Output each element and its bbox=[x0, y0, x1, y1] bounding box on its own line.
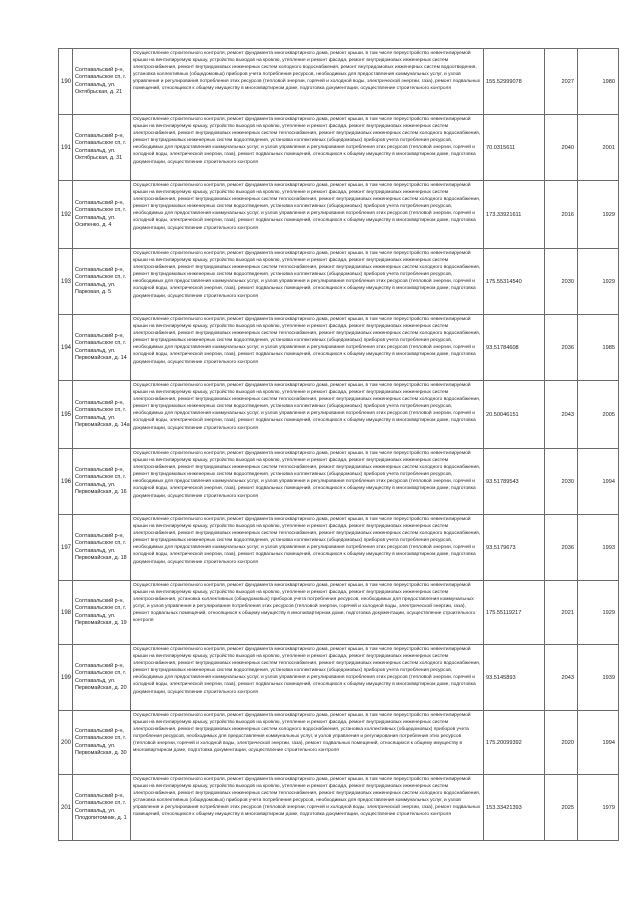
row-number: 200 bbox=[59, 711, 73, 775]
work-description: Осуществление строительного контроля, ремонт фундамента многоквартирного дома, ремонт крыши, в том числе переустройство невентилируемой крыши на вентилируемую крышу, устройство выходов на кровлю, утепление и ремонт фасада, ремонт внутридомовых инженерных систем электроснабжения, ремонт внутридомовых инженерных систем теплоснабжения, ремонт внутридомовых инженерных систем холодного водоснабжения, ремонт внутридомовых инженерных систем водоотведения, установка коллективных (общедомовых) приборов учета потребления ресурсов, необходимых для предоставления коммунальных услуг, и узлов управления и регулирования потребления этих ресурсов (тепловой энергии, горячей и холодной воды, электрической энергии, газа), ремонт подвальных помещений, относящихся к общему имуществу в многоквартирном доме, подготовка документации, осуществление строительного контроля bbox=[131, 515, 484, 581]
address-line: Солтавальд, ул. bbox=[75, 214, 116, 221]
address-line: Первомайская, д. 19 bbox=[75, 619, 127, 626]
work-description: Осуществление строительного контроля, ремонт фундамента многоквартирного дома, ремонт крыши, в том числе переустройство невентилируемой крыши на вентилируемую крышу, устройство выходов на кровлю, утепление и ремонт фасада, ремонт внутридомовых инженерных систем электроснабжения, ремонт внутридомовых инженерных систем теплоснабжения, ремонт внутридомовых инженерных систем холодного водоснабжения, ремонт внутридомовых инженерных систем водоотведения, установка коллективных (общедомовых) приборов учета потребления ресурсов, необходимых для предоставления коммунальных услуг, и узлов управления и регулирования потребления этих ресурсов (тепловой энергии, горячей и холодной воды, электрической энергии, газа), ремонт подвальных помещений, относящихся к общему имуществу в многоквартирном доме, подготовка документации, осуществление строительного контроля bbox=[131, 249, 484, 315]
work-description: Осуществление строительного контроля, ремонт фундамента многоквартирного дома, ремонт крыши, в том числе переустройство невентилируемой крыши на вентилируемую крышу, устройство выходов на кровлю, утепление и ремонт фасада, ремонт внутридомовых инженерных систем электроснабжения, ремонт внутридомовых инженерных систем теплоснабжения, ремонт внутридомовых инженерных систем холодного водоснабжения, ремонт внутридомовых инженерных систем водоотведения, установка коллективных (общедомовых) приборов учета потребления ресурсов, необходимых для предоставления коммунальных услуг, и узлов управления и регулирования потребления этих ресурсов (тепловой энергии, горячей и холодной воды, электрической энергии, газа), ремонт подвальных помещений, относящихся к общему имуществу в многоквартирном доме, подготовка документации, осуществление строительного контроля bbox=[131, 449, 484, 515]
address-line: Солтавальд, ул. bbox=[75, 281, 116, 288]
cost-value: 175.55119217 bbox=[484, 581, 545, 645]
address-line: Октябрьская, д. 21 bbox=[75, 88, 123, 95]
cost-value: 175.20099392 bbox=[484, 711, 545, 775]
address-line: Первомайская, д. 14 bbox=[75, 354, 127, 361]
address-line: Солтавальский р-н, bbox=[75, 132, 124, 139]
row-number: 194 bbox=[59, 315, 73, 381]
address-line: Осипенко, д. 4 bbox=[75, 221, 112, 228]
address-line: Солтавальд, ул. bbox=[75, 547, 116, 554]
row-number: 198 bbox=[59, 581, 73, 645]
cost-value: 155.52999078 bbox=[484, 49, 545, 115]
address-line: Солтавальд, ул. bbox=[75, 414, 116, 421]
build-year: 1929 bbox=[578, 181, 619, 249]
address-line: Солтавальское сп, г. bbox=[75, 735, 127, 742]
address-cell bbox=[73, 581, 131, 645]
address-line: Солтавальский р-н, bbox=[75, 792, 124, 799]
row-number: 199 bbox=[59, 645, 73, 711]
address-cell bbox=[73, 181, 131, 249]
planned-year: 2043 bbox=[545, 645, 578, 711]
row-number: 193 bbox=[59, 249, 73, 315]
build-year: 1985 bbox=[578, 315, 619, 381]
build-year: 1939 bbox=[578, 645, 619, 711]
cost-value: 175.55314540 bbox=[484, 249, 545, 315]
work-description: Осуществление строительного контроля, ремонт фундамента многоквартирного дома, ремонт крыши, в том числе переустройство невентилируемой крыши на вентилируемую крышу, устройство выходов на кровлю, утепление и ремонт фасада, ремонт внутридомовых инженерных систем электроснабжения, ремонт внутридомовых инженерных систем теплоснабжения, ремонт внутридомовых инженерных систем холодного водоснабжения, ремонт внутридомовых инженерных систем водоотведения, установка коллективных (общедомовых) приборов учета потребления ресурсов, необходимых для предоставления коммунальных услуг, и узлов управления и регулирования потребления этих ресурсов (тепловой энергии, горячей и холодной воды, электрической энергии, газа), ремонт подвальных помещений, относящихся к общему имуществу в многоквартирном доме, подготовка документации, осуществление строительного контроля bbox=[131, 181, 484, 249]
build-year: 1929 bbox=[578, 249, 619, 315]
build-year: 1929 bbox=[578, 581, 619, 645]
address-cell bbox=[73, 711, 131, 775]
address-line: Солтавальский р-н, bbox=[75, 597, 124, 604]
address-cell bbox=[73, 515, 131, 581]
planned-year: 2030 bbox=[545, 249, 578, 315]
address-line: Солтавальское сп, г. bbox=[75, 605, 127, 612]
address-line: Солтавальское сп, г. bbox=[75, 407, 127, 414]
address-line: Солтавальское сп, г. bbox=[75, 74, 127, 81]
table-row bbox=[59, 449, 619, 515]
address-cell bbox=[73, 315, 131, 381]
table-row bbox=[59, 381, 619, 449]
address-line: Парковая, д. 5 bbox=[75, 288, 112, 295]
work-description: Осуществление строительного контроля, ремонт фундамента многоквартирного дома, ремонт крыши, в том числе переустройство невентилируемой крыши на вентилируемую крышу, устройство выходов на кровлю, утепление и ремонт фасада, ремонт внутридомовых инженерных систем электроснабжения, ремонт внутридомовых инженерных систем теплоснабжения, ремонт внутридомовых инженерных систем холодного водоснабжения, ремонт внутридомовых инженерных систем водоотведения, установка коллективных (общедомовых) приборов учета потребления ресурсов, необходимых для предоставления коммунальных услуг, и узлов управления и регулирования потребления этих ресурсов (тепловой энергии, горячей и холодной воды, электрической энергии, газа), ремонт подвальных помещений, относящихся к общему имуществу в многоквартирном доме, подготовка документации, осуществление строительного контроля bbox=[131, 315, 484, 381]
table-row bbox=[59, 249, 619, 315]
address-cell bbox=[73, 49, 131, 115]
address-line: Солтавальд, ул. bbox=[75, 347, 116, 354]
table-row bbox=[59, 49, 619, 115]
table-row bbox=[59, 515, 619, 581]
address-line: Первомайская, д. 30 bbox=[75, 749, 127, 756]
work-description: Осуществление строительного контроля, ремонт фундамента многоквартирного дома, ремонт крыши, в том числе переустройство невентилируемой крыши на вентилируемую крышу, устройство выходов на кровлю, утепление и ремонт фасада, ремонт внутридомовых инженерных систем электроснабжения, ремонт внутридомовых инженерных систем холодного водоснабжения, установка коллективных (общедомовых) приборов учета потребления ресурсов, необходимых для предоставления коммунальных услуг, и узлов управления и регулирования потребления этих ресурсов (тепловой энергии, горячей и холодной воды, электрической энергии, газа), ремонт подвальных помещений, относящихся к общему имуществу в многоквартирном доме, подготовка документации, осуществление строительного контроля bbox=[131, 711, 484, 775]
address-cell bbox=[73, 645, 131, 711]
address-line: Первомайская, д. 16 bbox=[75, 488, 127, 495]
address-line: Первомайская, д. 14а bbox=[75, 421, 130, 428]
address-line: Солтавальское сп, г. bbox=[75, 340, 127, 347]
address-cell bbox=[73, 249, 131, 315]
address-line: Солтавальское сп, г. bbox=[75, 670, 127, 677]
address-line: Солтавальд, ул. bbox=[75, 147, 116, 154]
cost-value: 153.33421393 bbox=[484, 775, 545, 841]
address-line: Солтавальский р-н, bbox=[75, 532, 124, 539]
table-row bbox=[59, 581, 619, 645]
planned-year: 2030 bbox=[545, 449, 578, 515]
table-body bbox=[59, 49, 619, 841]
address-line: Солтавальский р-н, bbox=[75, 727, 124, 734]
table-row bbox=[59, 711, 619, 775]
table-row bbox=[59, 115, 619, 181]
work-description: Осуществление строительного контроля, ремонт фундамента многоквартирного дома, ремонт крыши, в том числе переустройство невентилируемой крыши на вентилируемую крышу, устройство выходов на кровлю, утепление и ремонт фасада, ремонт внутридомовых инженерных систем электроснабжения, ремонт внутридомовых инженерных систем теплоснабжения, ремонт внутридомовых инженерных систем холодного водоснабжения, ремонт внутридомовых инженерных систем водоотведения, установка коллективных (общедомовых) приборов учета потребления ресурсов, необходимых для предоставления коммунальных услуг, и узлов управления и регулирования потребления этих ресурсов (тепловой энергии, горячей и холодной воды, электрической энергии, газа), ремонт подвальных помещений, относящихся к общему имуществу в многоквартирном доме, подготовка документации, осуществление строительного контроля bbox=[131, 645, 484, 711]
planned-year: 2016 bbox=[545, 181, 578, 249]
row-number: 196 bbox=[59, 449, 73, 515]
address-line: Солтавальд, ул. bbox=[75, 81, 116, 88]
cost-value: 93.5179673 bbox=[484, 515, 545, 581]
address-line: Солтавальский р-н, bbox=[75, 266, 124, 273]
build-year: 1993 bbox=[578, 515, 619, 581]
address-line: Солтавальское сп, г. bbox=[75, 800, 127, 807]
row-number: 192 bbox=[59, 181, 73, 249]
address-line: Солтавальский р-н, bbox=[75, 66, 124, 73]
row-number: 197 bbox=[59, 515, 73, 581]
address-line: Солтавальд, ул. bbox=[75, 677, 116, 684]
build-year: 1980 bbox=[578, 49, 619, 115]
address-cell bbox=[73, 381, 131, 449]
work-description: Осуществление строительного контроля, ремонт фундамента многоквартирного дома, ремонт крыши, в том числе переустройство невентилируемой крыши на вентилируемую крышу, устройство выходов на кровлю, утепление и ремонт фасада, ремонт внутридомовых инженерных систем электроснабжения, установка коллективных (общедомовых) приборов учета потребления ресурсов, необходимых для предоставления коммунальных услуг, и узлов управления и регулирования потребления этих ресурсов (тепловой энергии, горячей и холодной воды, электрической энергии, газа), ремонт подвальных помещений, относящихся к общему имуществу в многоквартирном доме, подготовка документации, осуществление строительного контроля bbox=[131, 581, 484, 645]
cost-value: 93.5145893 bbox=[484, 645, 545, 711]
row-number: 201 bbox=[59, 775, 73, 841]
address-line: Солтавальд, ул. bbox=[75, 481, 116, 488]
planned-year: 2025 bbox=[545, 775, 578, 841]
build-year: 1979 bbox=[578, 775, 619, 841]
cost-value: 93.51784608 bbox=[484, 315, 545, 381]
cost-value: 173.33921611 bbox=[484, 181, 545, 249]
address-line: Первомайская, д. 20 bbox=[75, 684, 127, 691]
address-line: Солтавальский р-н, bbox=[75, 332, 124, 339]
cost-value: 20.50046151 bbox=[484, 381, 545, 449]
address-line: Первомайская, д. 18 bbox=[75, 554, 127, 561]
row-number: 190 bbox=[59, 49, 73, 115]
work-description: Осуществление строительного контроля, ремонт фундамента многоквартирного дома, ремонт крыши, в том числе переустройство невентилируемой крыши на вентилируемую крышу, устройство выходов на кровлю, утепление и ремонт фасада, ремонт внутридомовых инженерных систем электроснабжения, ремонт внутридомовых инженерных систем теплоснабжения, ремонт внутридомовых инженерных систем холодного водоснабжения, ремонт внутридомовых инженерных систем водоотведения, установка коллективных (общедомовых) приборов учета потребления ресурсов, необходимых для предоставления коммунальных услуг, и узлов управления и регулирования потребления этих ресурсов (тепловой энергии, горячей и холодной воды, электрической энергии, газа), ремонт подвальных помещений, относящихся к общему имуществу в многоквартирном доме, подготовка документации, осуществление строительного контроля bbox=[131, 381, 484, 449]
planned-year: 2027 bbox=[545, 49, 578, 115]
cost-value: 93.51789543 bbox=[484, 449, 545, 515]
work-description: Осуществление строительного контроля, ремонт фундамента многоквартирного дома, ремонт крыши, в том числе переустройство невентилируемой крыши на вентилируемую крышу, устройство выходов на кровлю, утепление и ремонт фасада, ремонт внутридомовых инженерных систем электроснабжения, ремонт внутридомовых инженерных систем теплоснабжения, ремонт внутридомовых инженерных систем холодного водоснабжения, установка коллективных (общедомовых) приборов учета потребления ресурсов, необходимых для предоставления коммунальных услуг, и узлов управления и регулирования потребления этих ресурсов (тепловой энергии, горячей и холодной воды, электрической энергии, газа), ремонт подвальных помещений, относящихся к общему имуществу в многоквартирном доме, подготовка документации, осуществление строительного контроля bbox=[131, 775, 484, 841]
build-year: 1994 bbox=[578, 449, 619, 515]
address-line: Солтавальское сп, г. bbox=[75, 540, 127, 547]
address-cell bbox=[73, 775, 131, 841]
row-number: 195 bbox=[59, 381, 73, 449]
build-year: 2005 bbox=[578, 381, 619, 449]
table-row bbox=[59, 315, 619, 381]
address-line: Солтавальское сп, г. bbox=[75, 474, 127, 481]
planned-year: 2036 bbox=[545, 315, 578, 381]
address-line: Солтавальд, ул. bbox=[75, 742, 116, 749]
build-year: 1994 bbox=[578, 711, 619, 775]
work-description: Осуществление строительного контроля, ремонт фундамента многоквартирного дома, ремонт крыши, в том числе переустройство невентилируемой крыши на вентилируемую крышу, устройство выходов на кровлю, утепление и ремонт фасада, ремонт внутридомовых инженерных систем электроснабжения, ремонт внутридомовых инженерных систем холодного водоснабжения, ремонт внутридомовых инженерных систем водоотведения, установка коллективных (общедомовых) приборов учета потребления ресурсов, необходимых для предоставления коммунальных услуг, и узлов управления и регулирования потребления этих ресурсов (тепловой энергии, горячей и холодной воды, электрической энергии, газа), ремонт подвальных помещений, относящихся к общему имуществу в многоквартирном доме, подготовка документации, осуществление строительного контроля bbox=[131, 49, 484, 115]
cost-value: 70.0315611 bbox=[484, 115, 545, 181]
build-year: 2001 bbox=[578, 115, 619, 181]
planned-year: 2043 bbox=[545, 381, 578, 449]
address-line: Солтавальд, ул. bbox=[75, 612, 116, 619]
address-line: Октябрьская, д. 31 bbox=[75, 154, 123, 161]
address-line: Солтавальское сп, г. bbox=[75, 207, 127, 214]
address-cell bbox=[73, 115, 131, 181]
planned-year: 2036 bbox=[545, 515, 578, 581]
address-line: Солтавальское сп, г. bbox=[75, 140, 127, 147]
address-line: Солтавальд, ул. bbox=[75, 807, 116, 814]
address-line: Солтавальский р-н, bbox=[75, 466, 124, 473]
work-description: Осуществление строительного контроля, ремонт фундамента многоквартирного дома, ремонт крыши, в том числе переустройство невентилируемой крыши на вентилируемую крышу, устройство выходов на кровлю, утепление и ремонт фасада, ремонт внутридомовых инженерных систем электроснабжения, ремонт внутридомовых инженерных систем теплоснабжения, ремонт внутридомовых инженерных систем холодного водоснабжения, ремонт внутридомовых инженерных систем водоотведения, установка коллективных (общедомовых) приборов учета потребления ресурсов, необходимых для предоставления коммунальных услуг, и узлов управления и регулирования потребления этих ресурсов (тепловой энергии, горячей и холодной воды, электрической энергии, газа), ремонт подвальных помещений, относящихся к общему имуществу в многоквартирном доме, подготовка документации, осуществление строительного контроля bbox=[131, 115, 484, 181]
planned-year: 2040 bbox=[545, 115, 578, 181]
row-number: 191 bbox=[59, 115, 73, 181]
address-line: Плодопитомник, д. 1 bbox=[75, 814, 127, 821]
planned-year: 2021 bbox=[545, 581, 578, 645]
address-line: Солтавальский р-н, bbox=[75, 199, 124, 206]
address-cell bbox=[73, 449, 131, 515]
table-row bbox=[59, 775, 619, 841]
capital-repair-table bbox=[58, 48, 619, 841]
table-row bbox=[59, 645, 619, 711]
address-line: Солтавальский р-н, bbox=[75, 399, 124, 406]
address-line: Солтавальское сп, г. bbox=[75, 274, 127, 281]
table-row bbox=[59, 181, 619, 249]
planned-year: 2020 bbox=[545, 711, 578, 775]
address-line: Солтавальский р-н, bbox=[75, 662, 124, 669]
